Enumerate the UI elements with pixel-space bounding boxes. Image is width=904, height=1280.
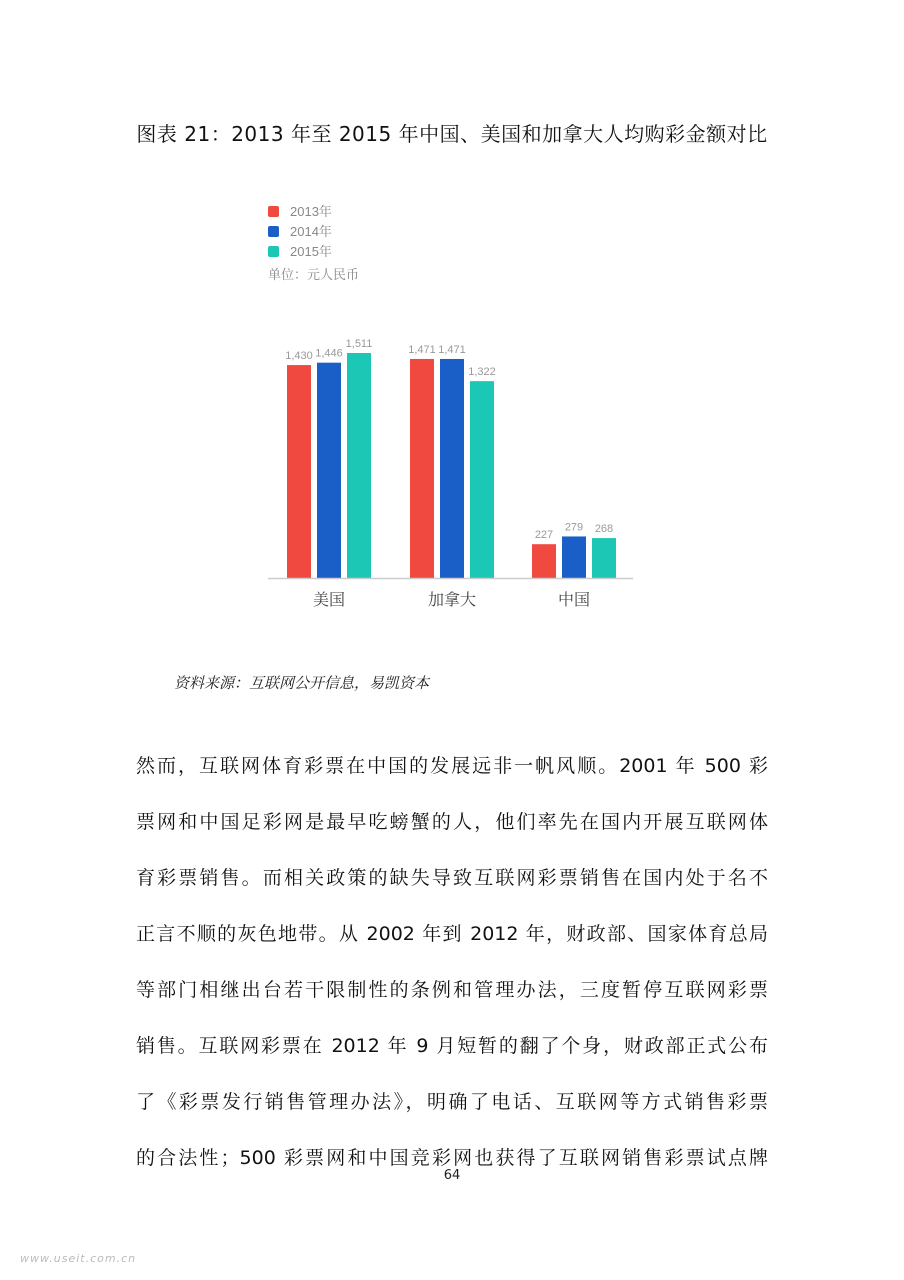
data-label: 1,471: [408, 343, 436, 356]
bar: [592, 538, 616, 578]
category-label: 中国: [557, 592, 591, 609]
bar: [410, 359, 434, 578]
body-line: 了《彩票发行销售管理办法》，明确了电话、互联网等方式销售彩票: [136, 1091, 768, 1113]
bar: [470, 381, 494, 578]
data-label: 268: [594, 523, 614, 536]
legend-label: 2014年: [290, 224, 332, 239]
legend-label: 2013年: [290, 204, 332, 219]
data-label: 1,322: [468, 366, 496, 379]
legend-swatch: [268, 206, 279, 217]
body-line: 育彩票销售。而相关政策的缺失导致互联网彩票销售在国内处于名不: [136, 867, 768, 889]
legend-swatch: [268, 246, 279, 257]
legend-swatch: [268, 226, 279, 237]
source-note: 资料来源：互联网公开信息，易凯资本: [174, 674, 430, 692]
bar-chart: [255, 195, 655, 625]
bars-group: [285, 338, 616, 578]
data-label: 279: [564, 521, 584, 534]
watermark: www.useit.com.cn: [20, 1252, 137, 1265]
bar: [347, 353, 371, 578]
page-number: 64: [443, 1168, 461, 1183]
category-label: 加拿大: [427, 592, 477, 609]
body-line: 等部门相继出台若干限制性的条例和管理办法，三度暂停互联网彩票: [136, 979, 768, 1001]
category-labels: [313, 591, 590, 609]
bar: [562, 536, 586, 578]
body-line: 的合法性；500 彩票网和中国竞彩网也获得了互联网销售彩票试点牌: [136, 1147, 768, 1169]
legend-label: 2015年: [290, 244, 332, 259]
figure-title: 图表 21：2013 年至 2015 年中国、美国和加拿大人均购彩金额对比: [136, 122, 768, 146]
bar: [532, 544, 556, 578]
body-line: 销售。互联网彩票在 2012 年 9 月短暂的翻了个身，财政部正式公布: [136, 1035, 768, 1057]
bar: [317, 363, 341, 578]
unit-note: 单位：元人民币: [268, 267, 360, 282]
bar: [440, 359, 464, 578]
chart-legend: [268, 204, 332, 259]
body-line: 然而，互联网体育彩票在中国的发展远非一帆风顺。2001 年 500 彩: [136, 755, 768, 777]
data-label: 1,430: [285, 350, 313, 363]
body-paragraph: [136, 738, 768, 1186]
data-label: 1,471: [438, 343, 466, 356]
category-label: 美国: [312, 592, 346, 609]
body-line: 正言不顺的灰色地带。从 2002 年到 2012 年，财政部、国家体育总局: [136, 923, 768, 945]
body-line: 票网和中国足彩网是最早吃螃蟹的人，他们率先在国内开展互联网体: [136, 811, 768, 833]
data-label: 1,511: [345, 338, 373, 350]
data-label: 227: [534, 529, 554, 542]
bar: [287, 365, 311, 578]
data-label: 1,446: [315, 347, 343, 360]
